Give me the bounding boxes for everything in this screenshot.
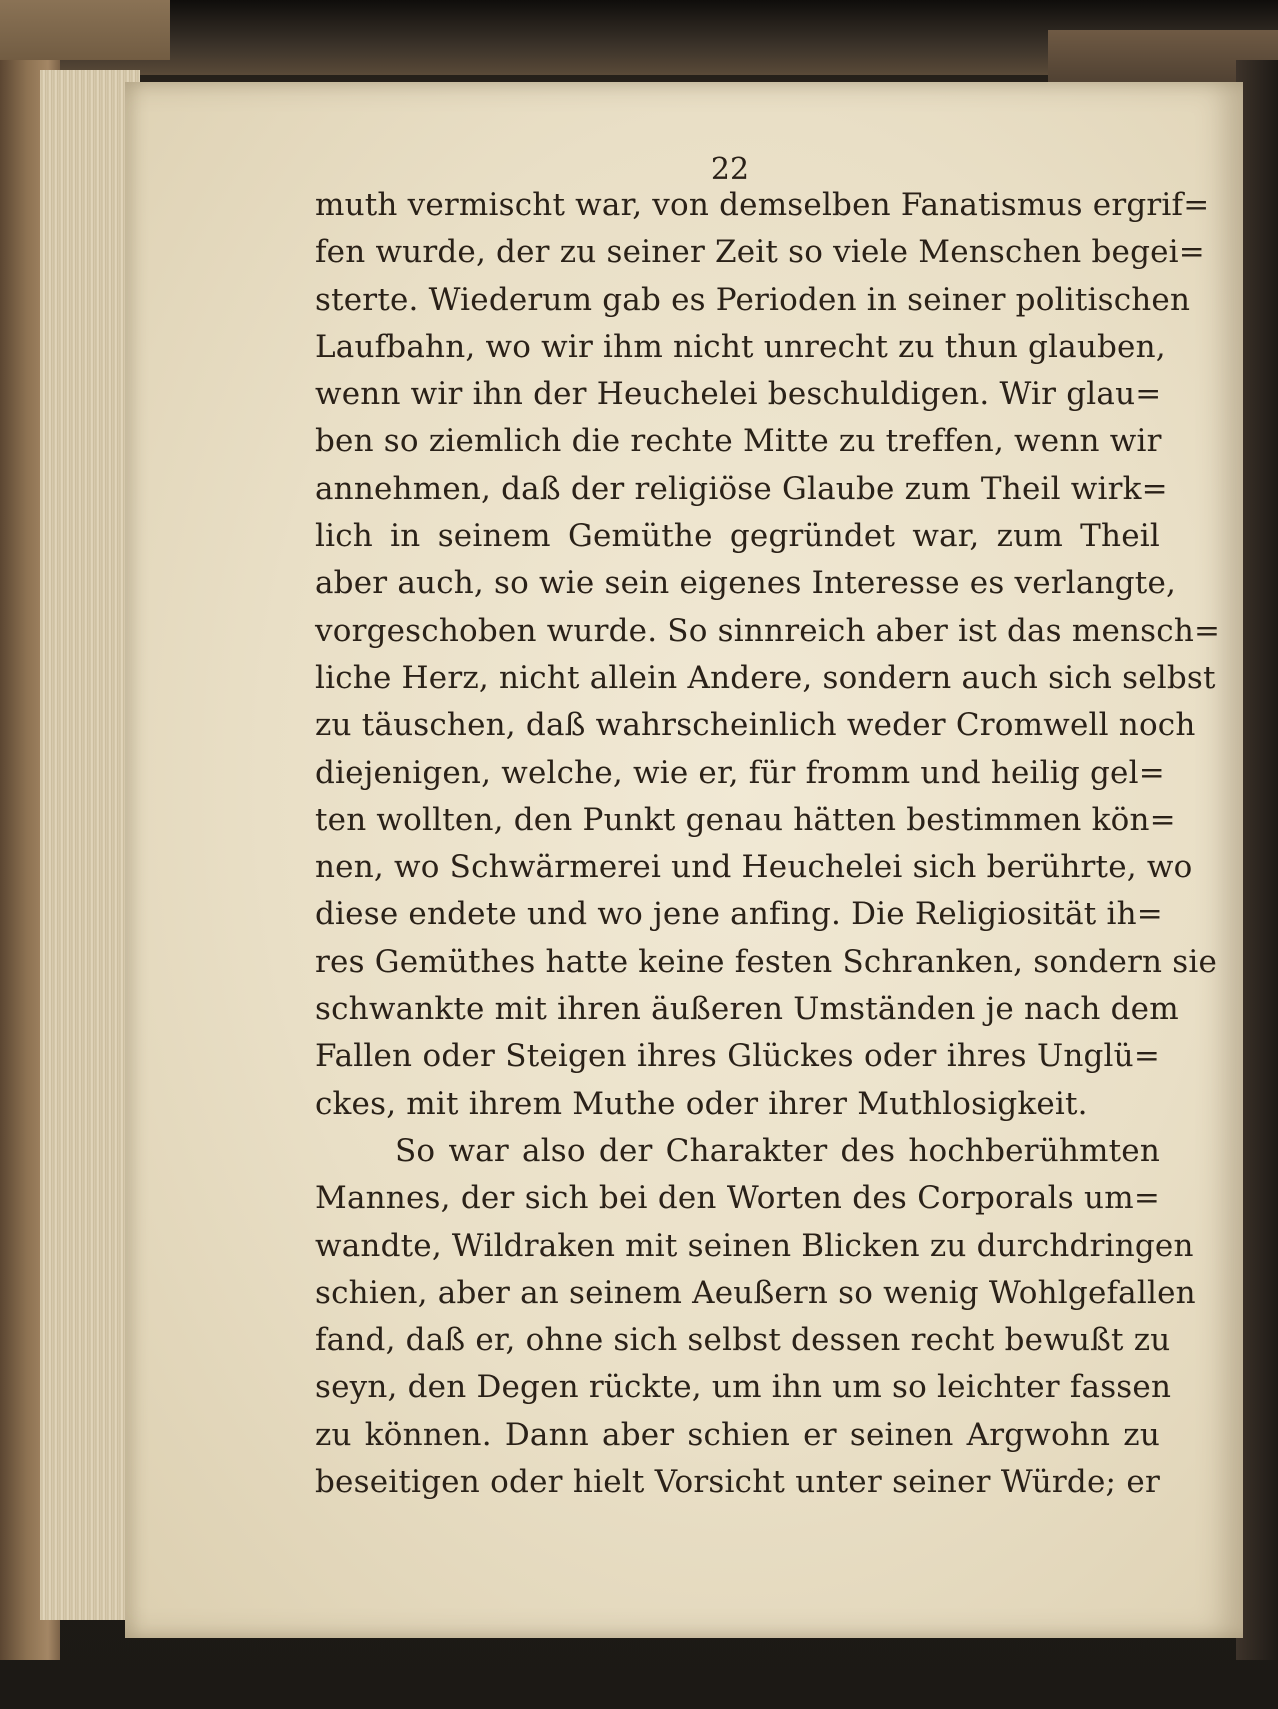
text-line: sterte. Wiederum gab es Perioden in seiner politischen xyxy=(315,281,1191,318)
text-line: ben so ziemlich die rechte Mitte zu treffen, wenn wir xyxy=(315,423,1162,460)
text-line: zu können. Dann aber schien er seinen Argwohn zu xyxy=(315,1416,1160,1453)
text-line: nen, wo Schwärmerei und Heuchelei sich berührte, wo xyxy=(315,849,1193,886)
text-line: wenn wir ihn der Heuchelei beschuldigen. Wir glau= xyxy=(315,376,1162,413)
text-line: fen wurde, der zu seiner Zeit so viele Menschen begei= xyxy=(315,234,1205,271)
text-line: beseitigen oder hielt Vorsicht unter seiner Würde; er xyxy=(315,1464,1160,1501)
text-line: ckes, mit ihrem Muthe oder ihrer Muthlosigkeit. xyxy=(315,1085,1088,1122)
text-line: seyn, den Degen rückte, um ihn um so leichter fassen xyxy=(315,1369,1172,1406)
text-line: schwankte mit ihren äußeren Umständen je nach dem xyxy=(315,991,1179,1028)
text-line: res Gemüthes hatte keine festen Schranken, sondern sie xyxy=(315,943,1218,980)
text-line: vorgeschoben wurde. So sinnreich aber ist das mensch= xyxy=(315,612,1221,649)
page-number: 22 xyxy=(710,152,750,187)
text-line: Fallen oder Steigen ihres Glückes oder ihres Unglü= xyxy=(315,1038,1160,1075)
text-line: schien, aber an seinem Aeußern so wenig Wohlgefallen xyxy=(315,1274,1196,1311)
text-line: ten wollten, den Punkt genau hätten bestimmen kön= xyxy=(315,801,1176,838)
text-line: diese endete und wo jene anfing. Die Religiosität ih= xyxy=(315,896,1163,933)
text-line: aber auch, so wie sein eigenes Interesse es verlangte, xyxy=(315,565,1177,602)
text-line: liche Herz, nicht allein Andere, sondern auch sich selbst xyxy=(315,659,1216,696)
text-line: Mannes, der sich bei den Worten des Corporals um= xyxy=(315,1180,1160,1217)
text-line: Laufbahn, wo wir ihm nicht unrecht zu thun glauben, xyxy=(315,328,1166,365)
text-line: zu täuschen, daß wahrscheinlich weder Cromwell noch xyxy=(315,707,1196,744)
cover-binding-strip xyxy=(0,0,170,60)
page-text xyxy=(315,182,1221,1506)
text-line: lich in seinem Gemüthe gegründet war, zum Theil xyxy=(315,518,1160,555)
text-line: fand, daß er, ohne sich selbst dessen recht bewußt zu xyxy=(315,1322,1171,1359)
text-line-paragraph-start: So war also der Charakter des hochberühmten xyxy=(395,1132,1160,1169)
text-line: muth vermischt war, von demselben Fanatismus ergrif= xyxy=(315,187,1210,223)
text-line: wandte, Wildraken mit seinen Blicken zu durchdringen xyxy=(315,1227,1194,1264)
text-line: annehmen, daß der religiöse Glaube zum Theil wirk= xyxy=(315,470,1168,507)
text-line: diejenigen, welche, wie er, für fromm und heilig gel= xyxy=(315,754,1165,791)
